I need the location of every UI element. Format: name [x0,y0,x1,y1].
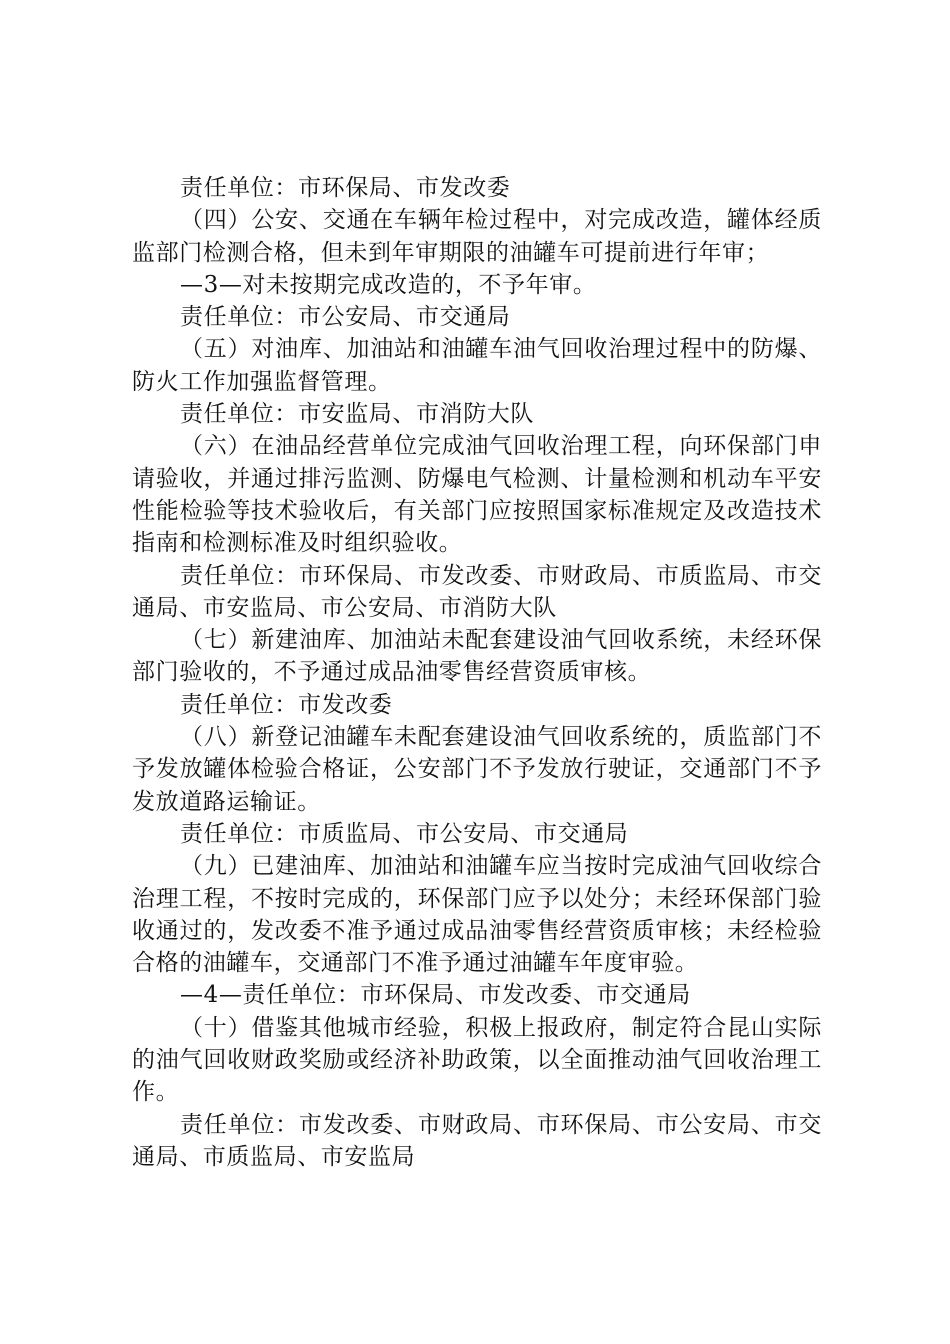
responsibility-line: 责任单位：市发改委 [180,691,393,718]
page-3-continuation: —3—对未按期完成改造的，不予年审。 [180,271,597,298]
page-4-responsibility-line: —4—责任单位：市环保局、市发改委、市交通局 [180,982,691,1009]
document-body [132,172,822,1173]
responsibility-line: 责任单位：市安监局、市消防大队 [180,401,534,428]
item-10-paragraph: （十）借鉴其他城市经验，积极上报政府，制定符合昆山实际的油气回收财政奖励或经济补助政策，以全面推动油气回收治理工作。 [132,1014,822,1106]
responsibility-line: 责任单位：市公安局、市交通局 [180,304,511,331]
item-7-paragraph: （七）新建油库、加油站未配套建设油气回收系统，未经环保部门验收的，不予通过成品油零售经营资质审核。 [132,627,822,686]
item-6-paragraph: （六）在油品经营单位完成油气回收治理工程，向环保部门申请验收，并通过排污监测、防爆电气检测、计量检测和机动车平安性能检验等技术验收后，有关部门应按照国家标准规定及改造技术指南和检测标准及时组织验收。 [132,433,822,557]
item-4-paragraph: （四）公安、交通在车辆年检过程中，对完成改造，罐体经质监部门检测合格，但未到年审期限的油罐车可提前进行年审； [132,207,822,266]
responsibility-line: 责任单位：市环保局、市发改委、市财政局、市质监局、市交通局、市安监局、市公安局、市消防大队 [132,562,822,621]
item-8-paragraph: （八）新登记油罐车未配套建设油气回收系统的，质监部门不予发放罐体检验合格证，公安部门不予发放行驶证，交通部门不予发放道路运输证。 [132,724,822,815]
responsibility-line: 责任单位：市环保局、市发改委 [180,175,511,201]
responsibility-line: 责任单位：市质监局、市公安局、市交通局 [180,820,629,847]
responsibility-line: 责任单位：市发改委、市财政局、市环保局、市公安局、市交通局、市质监局、市安监局 [132,1111,822,1170]
item-5-paragraph: （五）对油库、加油站和油罐车油气回收治理过程中的防爆、防火工作加强监督管理。 [132,336,822,395]
item-9-paragraph: （九）已建油库、加油站和油罐车应当按时完成油气回收综合治理工程，不按时完成的，环保部门应予以处分；未经环保部门验收通过的，发改委不准予通过成品油零售经营资质审核；未经检验合格的油罐车，交通部门不准予通过油罐车年度审验。 [132,853,822,977]
